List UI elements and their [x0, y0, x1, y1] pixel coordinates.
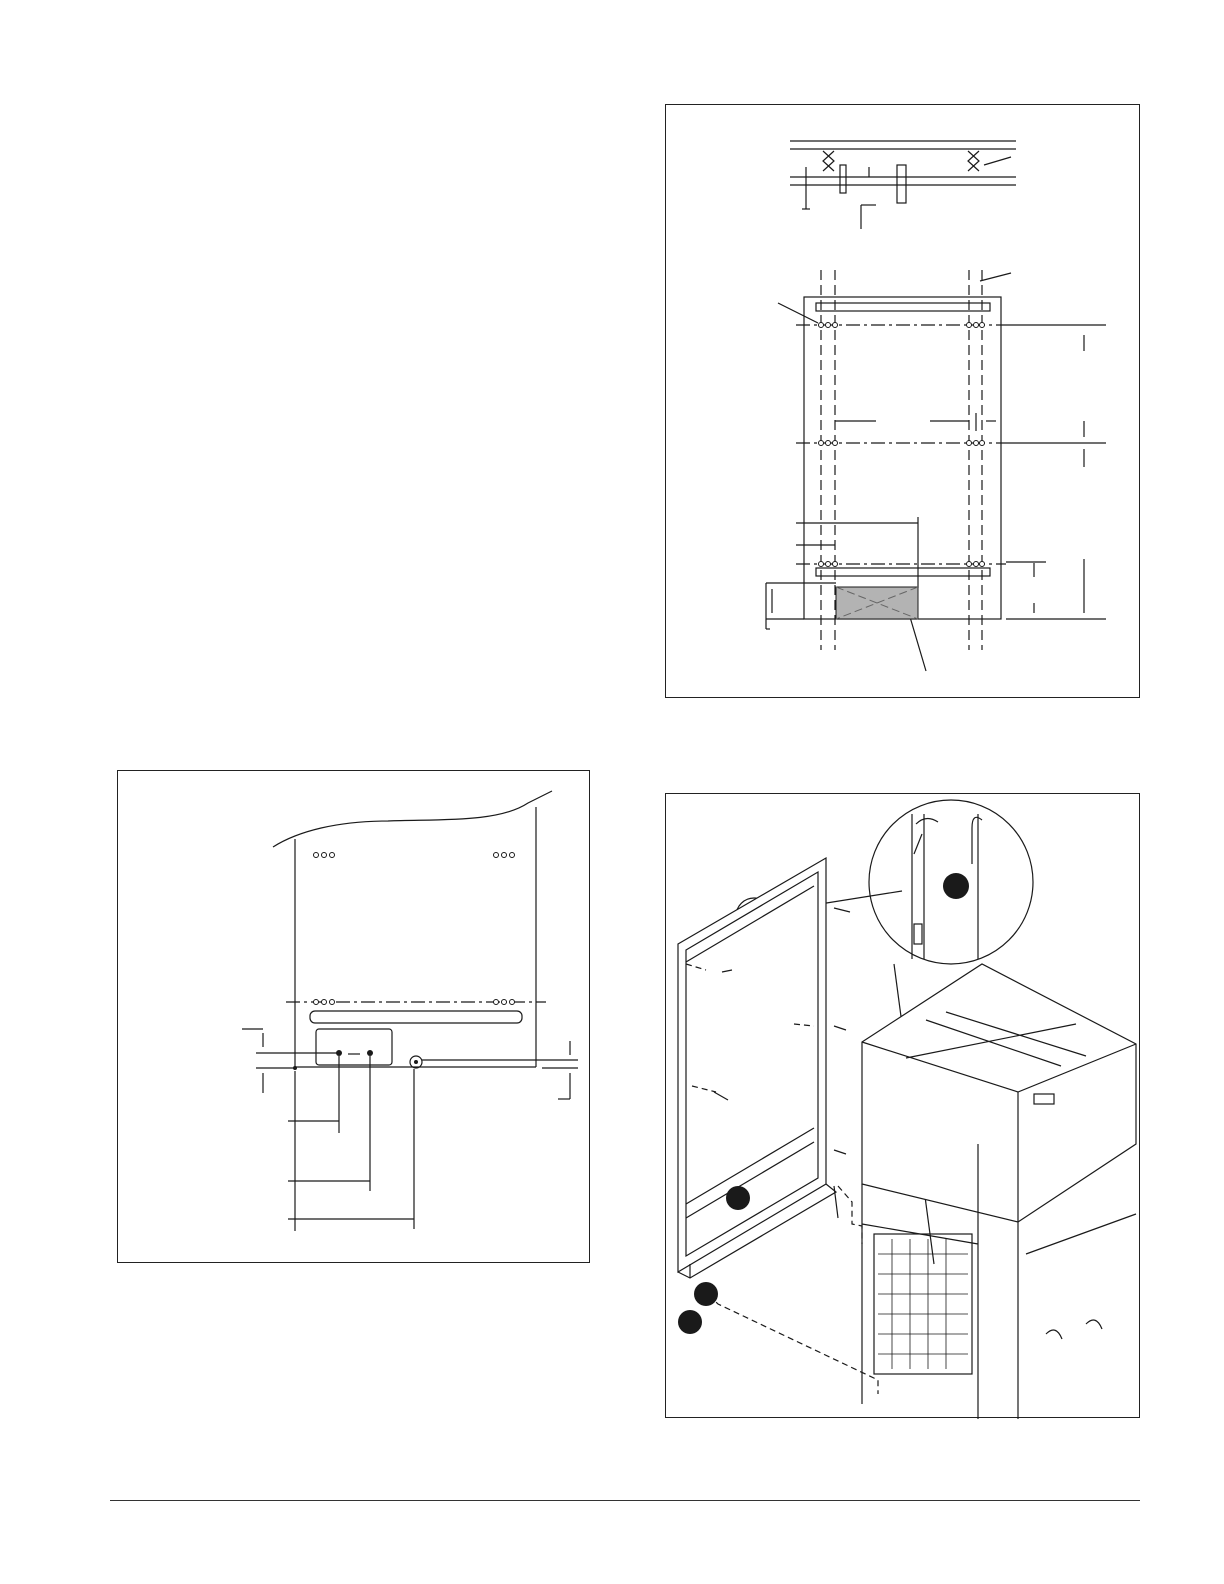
panel-installation-diagram: [665, 793, 1140, 1418]
footer-rule: [110, 1500, 1140, 1501]
bracket-rear-view-diagram: [117, 770, 590, 1263]
bracket-rear-drawing: [118, 771, 591, 1264]
callout-circle: [678, 1310, 702, 1334]
callout-circle: [726, 1186, 750, 1210]
panel-installation-drawing: [666, 794, 1141, 1419]
wall-mount-drawing: [666, 105, 1141, 699]
callout-circle: [943, 873, 969, 899]
callout-circle: [694, 1282, 718, 1306]
wall-mount-diagram: [665, 104, 1140, 698]
utility-area: [836, 587, 918, 619]
